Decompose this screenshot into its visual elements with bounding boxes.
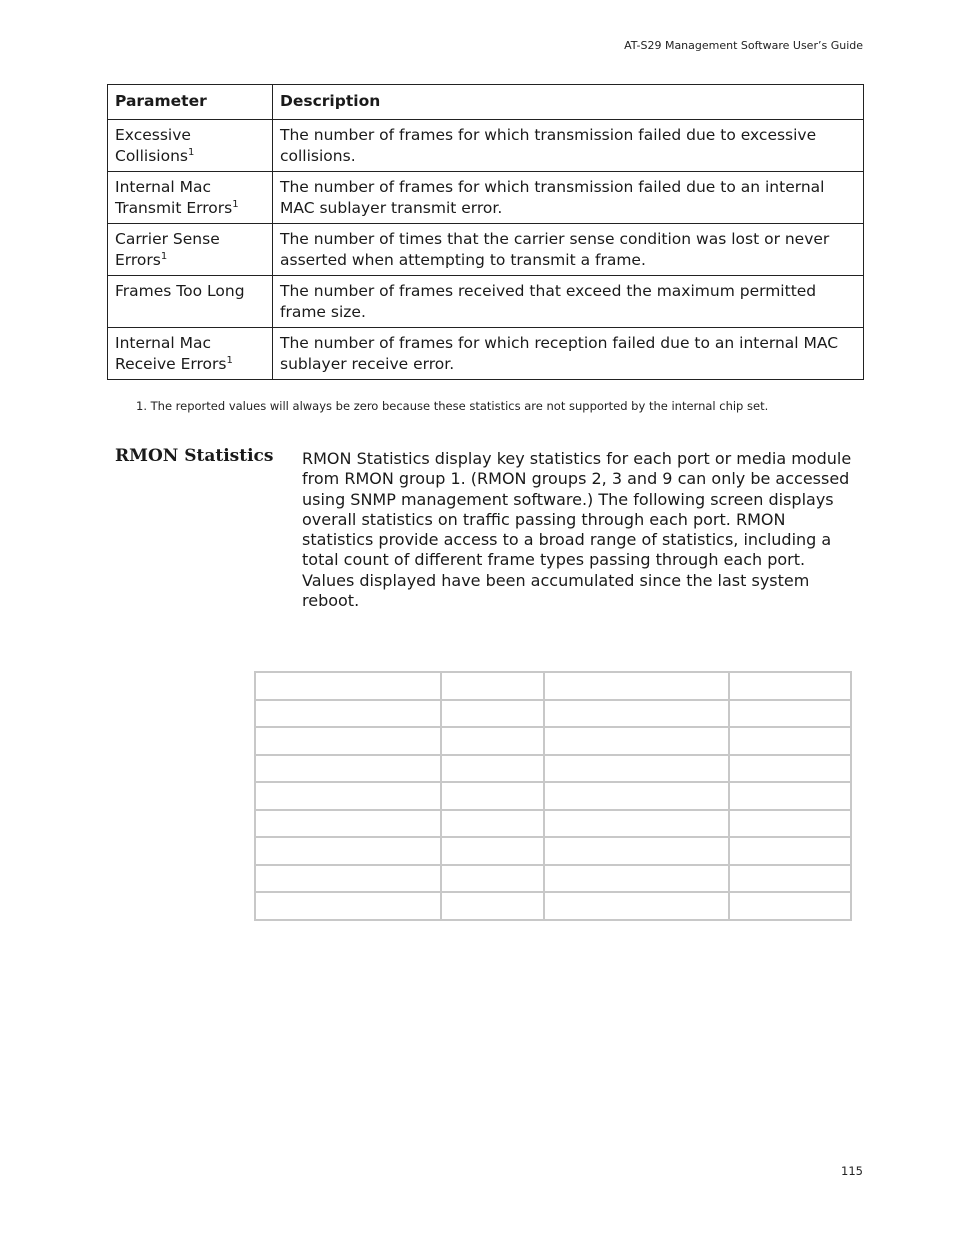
grid-cell — [255, 782, 441, 810]
grid-cell — [544, 810, 729, 838]
grid-row — [255, 700, 851, 728]
parameter-name: Carrier Sense Errors — [115, 230, 220, 269]
column-header-parameter: Parameter — [108, 85, 273, 120]
table-row — [108, 172, 864, 224]
parameter-name: Frames Too Long — [115, 282, 245, 300]
grid-cell — [729, 700, 851, 728]
parameter-cell — [108, 120, 273, 172]
table-row — [108, 276, 864, 328]
grid-cell — [255, 837, 441, 865]
parameter-name: Internal Mac Transmit Errors — [115, 178, 233, 217]
table-header-row — [108, 85, 864, 120]
parameter-name: Excessive Collisions — [115, 126, 191, 165]
grid-cell — [255, 672, 441, 700]
grid-cell — [544, 865, 729, 893]
grid-cell — [255, 700, 441, 728]
grid-cell — [729, 865, 851, 893]
grid-cell — [544, 700, 729, 728]
parameter-table — [107, 84, 864, 380]
parameter-name: Internal Mac Receive Errors — [115, 334, 227, 373]
parameter-cell — [108, 276, 273, 328]
grid-cell — [544, 672, 729, 700]
grid-cell — [441, 700, 544, 728]
table-row — [108, 328, 864, 380]
footnote-marker: 1 — [232, 199, 239, 210]
table-row — [108, 120, 864, 172]
grid-cell — [255, 892, 441, 920]
grid-row — [255, 892, 851, 920]
parameter-cell — [108, 328, 273, 380]
footnote-marker: 1 — [160, 251, 168, 262]
section-heading: RMON Statistics — [115, 446, 274, 466]
table-footnote: 1. The reported values will always be zero because these statistics are not supported by the internal chip set. — [136, 399, 769, 413]
grid-cell — [255, 727, 441, 755]
grid-cell — [544, 837, 729, 865]
grid-cell — [255, 810, 441, 838]
description-cell: The number of times that the carrier sense condition was lost or never asserted when attempting to transmit a frame. — [273, 224, 864, 276]
grid-row — [255, 837, 851, 865]
description-cell: The number of frames received that exceed the maximum permitted frame size. — [273, 276, 864, 328]
footnote-marker: 1 — [188, 147, 195, 158]
grid-cell — [544, 782, 729, 810]
statistics-screen-grid — [254, 671, 852, 921]
grid-cell — [544, 727, 729, 755]
grid-cell — [255, 865, 441, 893]
grid-cell — [255, 755, 441, 783]
description-cell: The number of frames for which transmission failed due to excessive collisions. — [273, 120, 864, 172]
grid-cell — [441, 810, 544, 838]
grid-cell — [441, 865, 544, 893]
running-header: AT-S29 Management Software User’s Guide — [624, 39, 863, 52]
footnote-marker: 1 — [226, 355, 233, 366]
grid-row — [255, 755, 851, 783]
section-body-text: RMON Statistics display key statistics for each port or media module from RMON group 1. (RMON groups 2, 3 and 9 can only be accessed using SNMP management software.) The following screen displays overall statistics on traffic passing through each port. RMON statistics provide access to a broad range of statistics, including a total count of different frame types passing through each port. Values displayed have been accumulated since the last system reboot. — [302, 449, 852, 611]
grid-row — [255, 672, 851, 700]
grid-cell — [729, 892, 851, 920]
grid-cell — [441, 755, 544, 783]
grid-cell — [441, 837, 544, 865]
grid-cell — [441, 672, 544, 700]
grid-cell — [729, 755, 851, 783]
parameter-cell — [108, 172, 273, 224]
grid-row — [255, 810, 851, 838]
grid-cell — [729, 782, 851, 810]
grid-cell — [441, 782, 544, 810]
grid-row — [255, 727, 851, 755]
grid-cell — [729, 810, 851, 838]
grid-cell — [441, 727, 544, 755]
grid-cell — [544, 892, 729, 920]
table-row — [108, 224, 864, 276]
description-cell: The number of frames for which transmission failed due to an internal MAC sublayer transmit error. — [273, 172, 864, 224]
column-header-description: Description — [273, 85, 864, 120]
grid-cell — [729, 727, 851, 755]
grid-cell — [729, 837, 851, 865]
grid-row — [255, 865, 851, 893]
description-cell: The number of frames for which reception failed due to an internal MAC sublayer receive error. — [273, 328, 864, 380]
parameter-cell — [108, 224, 273, 276]
grid-cell — [441, 892, 544, 920]
page-number: 115 — [841, 1164, 863, 1178]
grid-cell — [729, 672, 851, 700]
grid-row — [255, 782, 851, 810]
grid-cell — [544, 755, 729, 783]
